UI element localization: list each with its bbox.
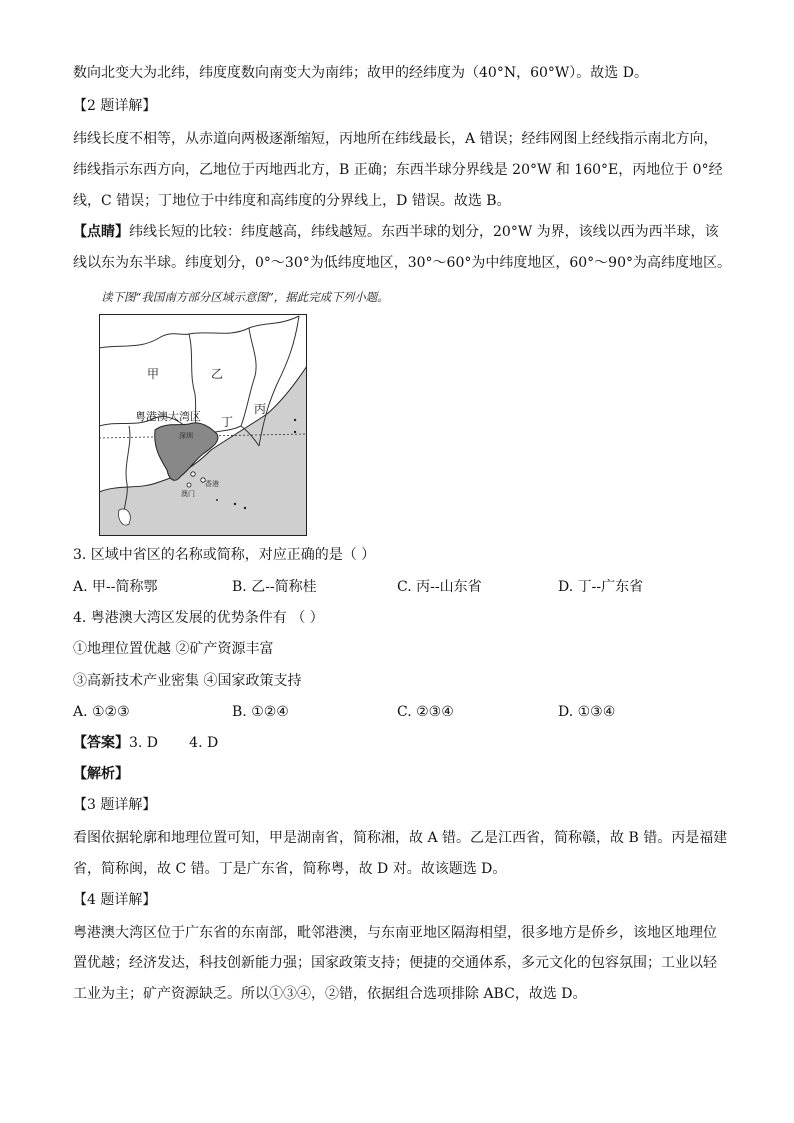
q4-items-1: ①地理位置优越 ②矿产资源丰富	[73, 641, 274, 657]
answer-label: 【答案】	[73, 735, 129, 751]
label-macau: 澳门	[181, 490, 195, 498]
label-shenzhen: 深圳	[179, 432, 193, 440]
q4-detail-line-1: 粤港澳大湾区位于广东省的东南部，毗邻港澳，与东南亚地区隔海相望，很多地方是侨乡，该地区地理位	[73, 925, 717, 941]
analysis-label: 【解析】	[73, 766, 129, 782]
label-hongkong: 香港	[205, 480, 219, 488]
label-bay-area: 粤港澳大湾区	[135, 410, 201, 423]
island-dot	[234, 503, 236, 505]
tip-line-1	[73, 223, 719, 241]
q3-option-b[interactable]: B. 乙--简称桂	[232, 579, 317, 595]
q4-detail-line-2: 置优越；经济发达，科技创新能力强；国家政策支持；便捷的交通体系，多元文化的包容氛围；工业以轻	[73, 955, 717, 971]
q3-detail-line-1: 看图依据轮廓和地理位置可知，甲是湖南省，简称湘，故 A 错。乙是江西省，简称赣，故 B 错。丙是福建	[73, 830, 728, 846]
macau-dot	[187, 483, 191, 487]
q4-option-a[interactable]: A. ①②③	[73, 704, 130, 720]
island-dot	[244, 507, 246, 509]
island-dot	[294, 431, 296, 433]
shenzhen-dot	[191, 472, 195, 476]
label-yi: 乙	[211, 367, 224, 381]
q4-option-c[interactable]: C. ②③④	[397, 704, 454, 720]
q4-stem: 4. 粤港澳大湾区发展的优势条件有 （ ）	[73, 610, 324, 626]
island-dot	[294, 419, 296, 421]
south-china-region-map	[99, 314, 307, 536]
answer-line	[73, 734, 218, 752]
island-dot	[216, 499, 218, 501]
q3-detail-line-2: 省，简称闽，故 C 错。丁是广东省，简称粤，故 D 对。故该题选 D。	[73, 861, 507, 877]
q3-detail-heading: 【3 题详解】	[73, 797, 157, 813]
q4-option-b[interactable]: B. ①②④	[232, 704, 289, 720]
q3-stem: 3. 区域中省区的名称或简称，对应正确的是（ ）	[73, 547, 376, 563]
tip-line-2: 线以东为东半球。纬度划分，0°～30°为低纬度地区，30°～60°为中纬度地区，60°～90°为高纬度地区。	[73, 255, 731, 271]
map-caption: 读下图“我国南方部分区域示意图”，据此完成下列小题。	[101, 290, 389, 304]
tip-text-1: 纬线长短的比较：纬度越高，纬线越短。东西半球的划分，20°W 为界，该线以西为西半球，该	[129, 224, 719, 240]
label-bing: 丙	[254, 402, 267, 416]
q2-line-3: 线，C 错误；丁地位于中纬度和高纬度的分界线上，D 错误。故选 B。	[73, 193, 511, 209]
q4-detail-heading: 【4 题详解】	[73, 892, 157, 908]
q2-heading: 【2 题详解】	[73, 98, 157, 114]
q3-option-a[interactable]: A. 甲--简称鄂	[73, 579, 158, 595]
q4-items-2: ③高新技术产业密集 ④国家政策支持	[73, 673, 302, 689]
q4-option-d[interactable]: D. ①③④	[558, 704, 616, 720]
answer-text: 3. D 4. D	[129, 735, 219, 751]
q2-line-2: 纬线指示东西方向，乙地位于丙地西北方，B 正确；东西半球分界线是 20°W 和 160°E，丙地位于 0°经	[73, 162, 723, 178]
label-jia: 甲	[147, 367, 160, 381]
q2-line-1: 纬线长度不相等，从赤道向两极逐渐缩短，丙地所在纬线最长，A 错误；经纬网图上经线指示南北方向，	[73, 131, 718, 147]
q3-option-c[interactable]: C. 丙--山东省	[397, 579, 482, 595]
q3-option-d[interactable]: D. 丁--广东省	[558, 579, 644, 595]
tip-label: 【点睛】	[73, 224, 129, 240]
label-ding: 丁	[221, 415, 234, 429]
q4-detail-line-3: 工业为主；矿产资源缺乏。所以①③④，②错，依据组合选项排除 ABC，故选 D。	[73, 986, 587, 1002]
prev-line: 数向北变大为北纬，纬度度数向南变大为南纬；故甲的经纬度为（40°N，60°W）。故选 D。	[73, 65, 648, 81]
